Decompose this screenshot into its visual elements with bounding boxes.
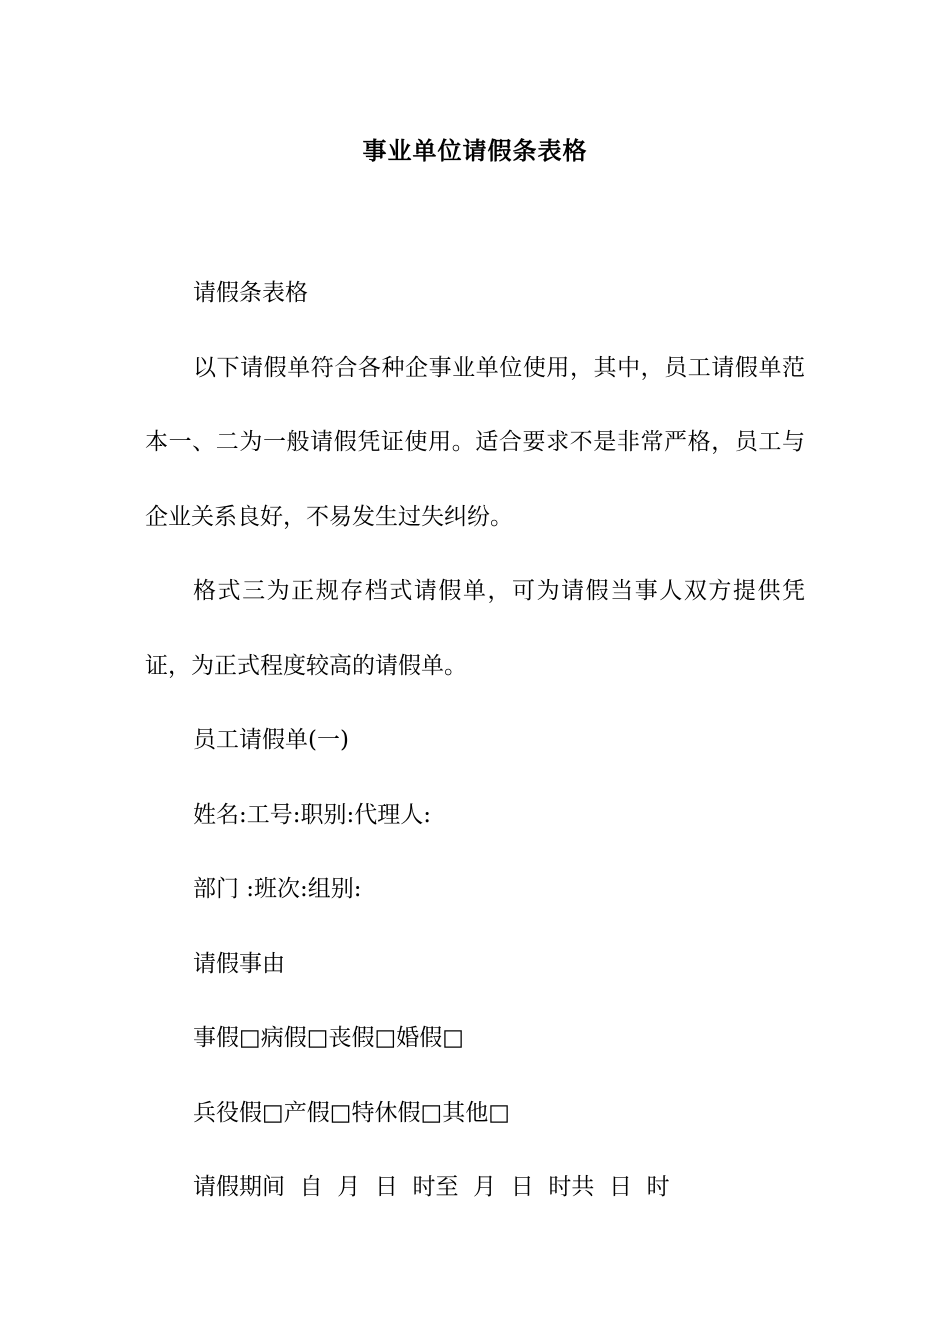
form-line-leave-period: 请假期间 自 月 日 时至 月 日 时共 日 时: [193, 1174, 670, 1200]
form-line-name: 姓名:工号:职别:代理人:: [193, 801, 431, 828]
paragraph-intro: 以下请假单符合各种企事业单位使用，其中，员工请假单范本一、二为一般请假凭证使用。适合要求不是非常严格，员工与企业关系良好，不易发生过失纠纷。: [145, 354, 805, 530]
form-line-reason: 请假事由: [193, 950, 285, 977]
paragraph-format-three: 格式三为正规存档式请假单，可为请假当事人双方提供凭证，为正式程度较高的请假单。: [145, 578, 805, 679]
form-line-department: 部门 :班次:组别:: [193, 876, 362, 902]
form-line-leave-types-1: 事假□病假□丧假□婚假□: [193, 1025, 464, 1051]
document-title: 事业单位请假条表格: [362, 136, 588, 165]
form-title: 员工请假单(一): [193, 727, 349, 753]
document-body: [145, 256, 805, 1225]
form-line-leave-types-2: 兵役假□产假□特休假□其他□: [193, 1099, 510, 1126]
paragraph-heading: 请假条表格: [193, 280, 308, 306]
